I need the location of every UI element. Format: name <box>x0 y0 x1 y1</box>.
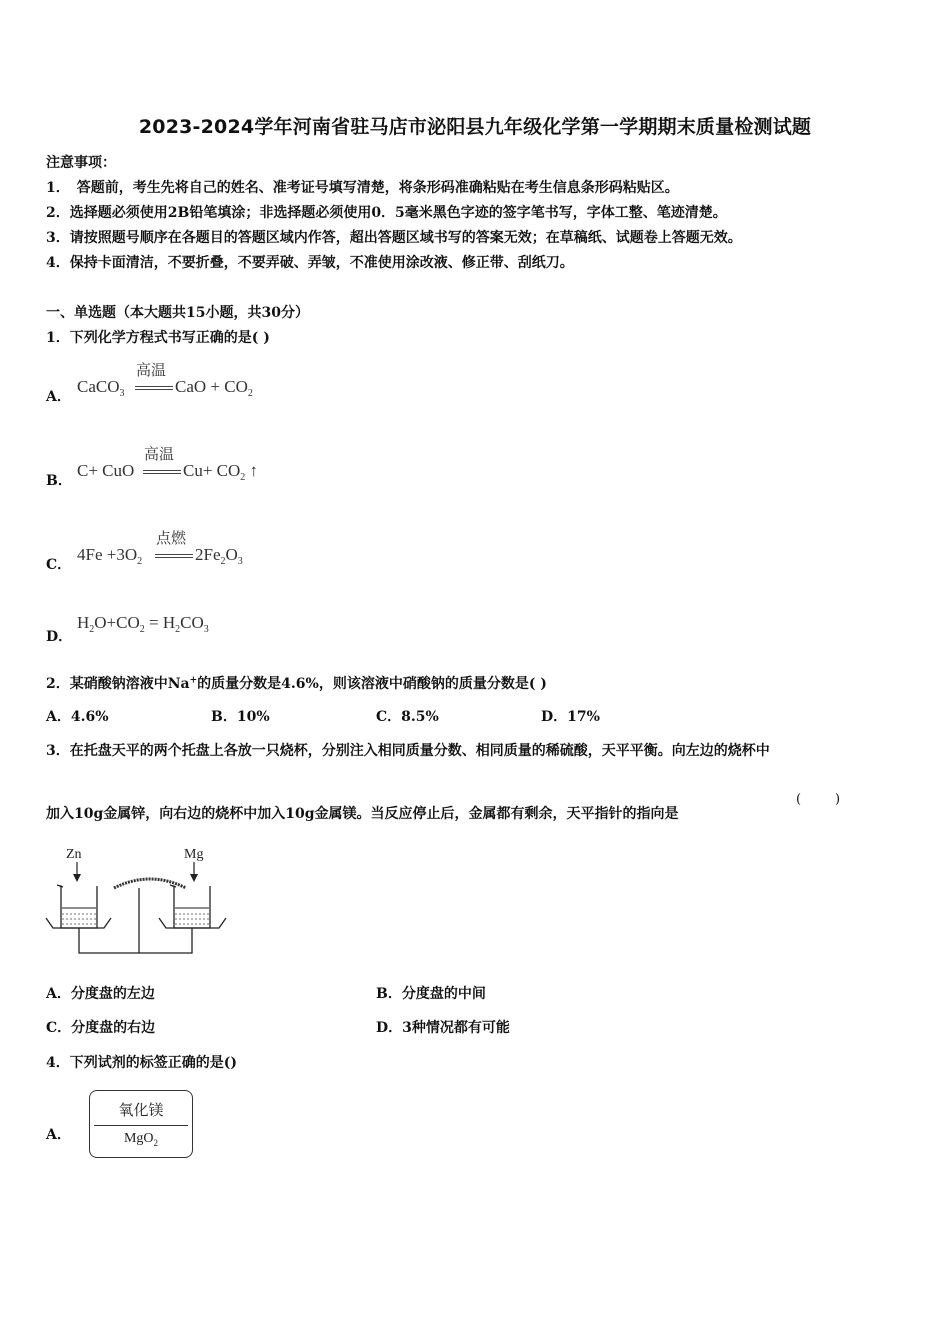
notice-item-1: 1． 答题前，考生先将自己的姓名、准考证号填写清楚，将条形码准确粘贴在考生信息条形码粘贴区。 <box>46 180 679 196</box>
mg-label: Mg <box>184 847 204 862</box>
left-beaker <box>57 885 97 928</box>
q1-option-b-right: $Cu+ CO_2$ ↑ <box>183 461 259 483</box>
q1-option-c-condition: 点燃 <box>156 529 187 547</box>
q3-option-a[interactable]: A．分度盘的左边 <box>46 986 155 1002</box>
reagent-label-card <box>89 1090 193 1158</box>
notice-heading: 注意事项： <box>46 155 116 171</box>
question-2-stem: 2．某硝酸钠溶液中Na+的质量分数是4.6%，则该溶液中硝酸钠的质量分数是( ) <box>46 675 547 692</box>
q3-bracket-close: ) <box>835 792 841 807</box>
notice-item-4: 4．保持卡面清洁，不要折叠，不要弄破、弄皱，不准使用涂改液、修正带、刮纸刀。 <box>46 255 574 271</box>
q2-option-d[interactable]: D．17% <box>541 709 600 725</box>
q1-option-a-right: CaO + $CO_2$ <box>175 377 253 399</box>
q1-option-a-label: A． <box>46 389 71 405</box>
q1-option-a-left: CaCO$_3$ <box>77 377 125 399</box>
q2-option-a[interactable]: A．4.6% <box>46 709 109 725</box>
q1-option-a-equals <box>135 386 173 390</box>
zn-label: Zn <box>66 847 82 862</box>
q2-option-c[interactable]: C．8.5% <box>376 709 439 725</box>
q1-option-d-label: D． <box>46 629 73 645</box>
q1-option-b-label: B． <box>46 473 72 489</box>
q3-bracket-open: ( <box>796 792 802 807</box>
q1-option-c-equals <box>155 554 193 558</box>
reagent-formula: MgO$_2$ <box>123 1131 159 1148</box>
question-3-stem-line1: 3．在托盘天平的两个托盘上各放一只烧杯，分别注入相同质量分数、相同质量的稀硫酸，天平平衡。向左边的烧杯中 <box>46 743 770 759</box>
notice-item-2: 2．选择题必须使用2B铅笔填涂；非选择题必须使用0．5毫米黑色字迹的签字笔书写，字体工整、笔迹清楚。 <box>46 205 727 221</box>
q1-option-b-equals <box>143 470 181 474</box>
q1-option-c-left: $4Fe +3O_2$ <box>77 545 143 567</box>
section-heading: 一、单选题（本大题共15小题，共30分） <box>46 305 309 321</box>
q1-option-d-equation: $H_2O+CO_2 = H_2CO_3$ <box>77 613 209 635</box>
page-title: 2023-2024学年河南省驻马店市泌阳县九年级化学第一学期期末质量检测试题 <box>138 116 812 138</box>
q3-option-c[interactable]: C．分度盘的右边 <box>46 1020 156 1036</box>
q2-option-b[interactable]: B．10% <box>211 709 270 725</box>
q4-option-a-label: A． <box>46 1127 71 1143</box>
q1-option-b-left: C+ CuO <box>77 461 135 480</box>
q1-option-c-label: C． <box>46 557 72 573</box>
q3-option-b[interactable]: B．分度盘的中间 <box>376 986 486 1002</box>
question-4-stem: 4．下列试剂的标签正确的是() <box>46 1055 237 1071</box>
q1-option-a-condition: 高温 <box>136 361 167 379</box>
q1-option-b-condition: 高温 <box>144 445 175 463</box>
right-beaker <box>170 885 210 928</box>
q3-option-d[interactable]: D．3种情况都有可能 <box>376 1020 510 1036</box>
q1-option-c-right: $2Fe_2O_3$ <box>195 545 243 567</box>
question-3-stem-line2: 加入10g金属锌，向右边的烧杯中加入10g金属镁。当反应停止后，金属都有剩余，天平指针的指向是 <box>46 806 679 822</box>
question-1-stem: 1．下列化学方程式书写正确的是( ) <box>46 330 270 346</box>
reagent-divider <box>94 1125 188 1126</box>
notice-item-3: 3．请按照题号顺序在各题目的答题区域内作答，超出答题区域书写的答案无效；在草稿纸、试题卷上答题无效。 <box>46 230 742 246</box>
balance-figure <box>44 842 244 957</box>
reagent-name: 氧化镁 <box>118 1101 164 1119</box>
